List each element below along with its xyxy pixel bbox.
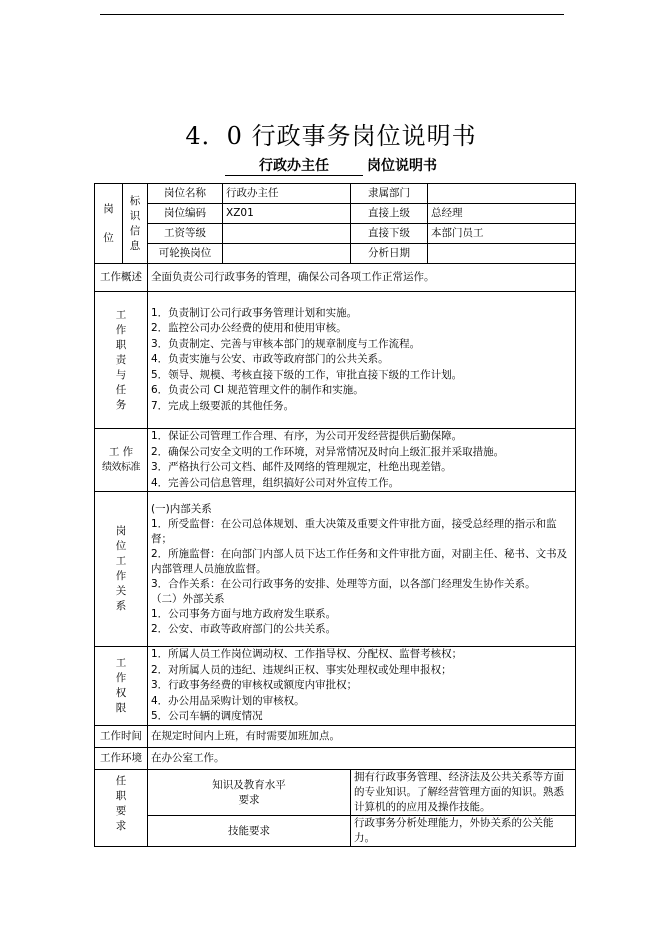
ident-row [95,204,576,224]
list-item: 6．负责公司 CI 规范管理文件的制作和实施。 [151,384,364,397]
ident-key: 直接上级 [351,204,428,224]
qual-value: 拥有行政事务管理、经济法及公共关系等方面的专业知识。了解经营管理方面的知识。熟悉计算机的的应用及操作技能。 [351,770,576,816]
ident-value: XZ01 [223,204,351,224]
qual-key: 技能要求 [148,816,351,847]
job-description-table [94,183,576,847]
list-item: 2．监控公司办公经费的使用和使用审核。 [151,322,347,335]
performance-list [148,429,576,492]
duties-row [95,292,576,429]
document-subtitle [0,155,662,176]
document-title: 4．0 行政事务岗位说明书 [185,122,477,150]
relations-row [95,492,576,647]
list-item: 1．所属人员工作岗位调动权、工作指导权、分配权、监督考核权； [151,648,463,661]
ident-value: 本部门员工 [428,224,576,244]
ident-value [223,244,351,264]
duties-list [148,292,576,429]
ident-value: 总经理 [428,204,576,224]
ident-key: 工资等级 [148,224,223,244]
ident-value [428,184,576,204]
list-item: 1．负责制订公司行政事务管理计划和实施。 [151,306,358,319]
list-item: 3．严格执行公司文档、邮件及网络的管理规定，杜绝出现差错。 [151,461,452,473]
performance-row [95,429,576,492]
ident-sub-label: 标识信息 [123,184,148,264]
ident-row [95,184,576,204]
relations-label: 岗位工作关系 [95,492,148,647]
list-item: 4．负责实施与公安、市政等政府部门的公共关系。 [151,353,389,366]
env-row [95,748,576,770]
position-name: 行政办主任 [225,155,363,176]
performance-label: 工 作 绩效标准 [95,429,148,492]
ident-row [95,224,576,244]
authority-row [95,647,576,726]
list-item: 5．领导、规模、考核直接下级的工作，审批直接下级的工作计划。 [151,368,463,381]
ident-value [428,244,576,264]
list-item: 2．确保公司安全文明的工作环境，对异常情况及时向上级汇报并采取措施。 [151,445,505,458]
ident-key: 岗位编码 [148,204,223,224]
qual-key: 知识及教育水平要求 [148,770,351,816]
summary-text: 全面负责公司行政事务的管理，确保公司各项工作正常运作。 [148,264,576,292]
list-item: 3．合作关系：在公司行政事务的安排、处理等方面，以各部门经理发生协作关系。 [151,577,536,590]
time-text: 在规定时间内上班，有时需要加班加点。 [148,726,576,748]
list-item: 1．所受监督：在公司总体规划、重大决策及重要文件审批方面，接受总经理的指示和监督； [151,517,557,545]
summary-row [95,264,576,292]
list-item: 3．行政事务经费的审核权或额度内审批权； [151,679,358,692]
env-text: 在办公室工作。 [148,748,576,770]
ident-row [95,244,576,264]
qual-row [95,816,576,847]
ident-value [223,224,351,244]
list-item: 1．公司事务方面与地方政府发生联系。 [151,607,337,620]
subtitle-suffix: 岗位说明书 [367,158,437,174]
authority-list [148,647,576,726]
ident-key: 隶属部门 [351,184,428,204]
env-label: 工作环境 [95,748,148,770]
qual-value: 行政事务分析处理能力，外协关系的公关能力。 [351,816,576,847]
external-relations-title: （二）外部关系 [151,592,225,605]
ident-key: 分析日期 [351,244,428,264]
authority-label: 工作权限 [95,647,148,726]
list-item: 1．保证公司管理工作合理、有序，为公司开发经营提供后勤保障。 [151,430,463,442]
list-item: 4．完善公司信息管理，组织搞好公司对外宣传工作。 [151,476,400,489]
list-item: 2．公安、市政等政府部门的公共关系。 [151,622,337,635]
list-item: 2．所施监督：在向部门内部人员下达工作任务和文件审批方面，对副主任、秘书、文书及内部管理人员施放监督。 [151,547,568,575]
ident-value: 行政办主任 [223,184,351,204]
list-item: 7．完成上级要派的其他任务。 [151,399,295,412]
header-rule [100,14,564,15]
list-item: 2．对所属人员的违纪、违规纠正权、事实处理权或处理申报权； [151,663,452,676]
ident-key: 岗位名称 [148,184,223,204]
duties-label: 工作职责与任务 [95,292,148,429]
list-item: 5．公司车辆的调度情况 [151,710,263,723]
time-row [95,726,576,748]
internal-relations-title: (一)内部关系 [151,502,212,515]
relations-content [148,492,576,647]
list-item: 3．负责制定、完善与审核本部门的规章制度与工作流程。 [151,337,421,350]
ident-key: 可轮换岗位 [148,244,223,264]
time-label: 工作时间 [95,726,148,748]
qualifications-label: 任职要求 [95,770,148,847]
summary-label: 工作概述 [95,264,148,292]
qual-row [95,770,576,816]
list-item: 4．办公用品采购计划的审核权。 [151,694,305,707]
ident-key: 直接下级 [351,224,428,244]
ident-group-label: 岗 位 [95,184,123,264]
